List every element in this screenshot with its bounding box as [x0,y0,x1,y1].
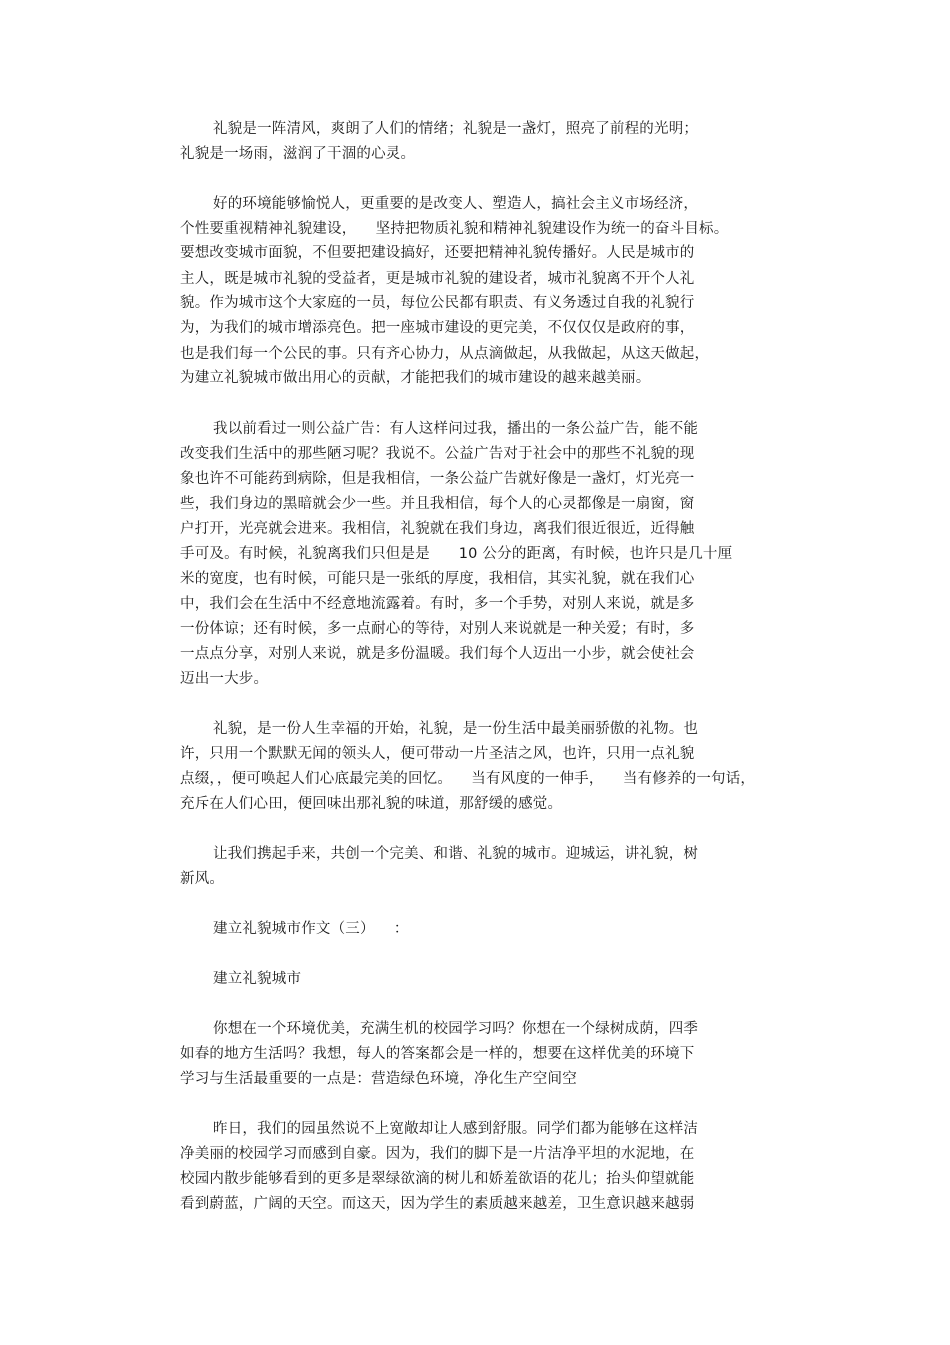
essay-title: 建立礼貌城市 [213,971,302,987]
text-line: 让我们携起手来，共创一个完美、和谐、礼貌的城市。迎城运，讲礼貌，树 [213,846,699,862]
text-line: 昨日，我们的园虽然说不上宽敞却让人感到舒服。同学们都为能够在这样洁 [213,1121,699,1137]
text-line: 净美丽的校园学习而感到自豪。因为，我们的脚下是一片洁净平坦的水泥地，在 [180,1146,695,1162]
text-line: 看到蔚蓝，广阔的天空。而这天，因为学生的素质越来越差，卫生意识越来越弱 [180,1196,695,1212]
text-line: 为，为我们的城市增添亮色。把一座城市建设的更完美，不仅仅仅是政府的事， [180,320,695,336]
text-line: 些，我们身边的黑暗就会少一些。并且我相信，每个人的心灵都像是一扇窗，窗 [180,496,695,512]
text-line: 为建立礼貌城市做出用心的贡献，才能把我们的城市建设的越来越美丽。 [180,370,651,386]
text-line: 貌。作为城市这个大家庭的一员，每位公民都有职责、有义务透过自我的礼貌行 [180,295,695,311]
text-line: 一点点分享，对别人来说，就是多份温暖。我们每个人迈出一小步，就会使社会 [180,646,695,662]
text-line: 中，我们会在生活中不经意地流露着。有时，多一个手势，对别人来说，就是多 [180,596,695,612]
text-line: 新风。 [180,871,225,887]
text-line: 象也许不可能药到病除，但是我相信，一条公益广告就好像是一盏灯，灯光亮一 [180,471,695,487]
section-heading: 建立礼貌城市作文（三） ： [213,921,409,937]
text-line: 一份体谅；还有时候，多一点耐心的等待，对别人来说就是一种关爱；有时，多 [180,621,695,637]
text-line: 我以前看过一则公益广告：有人这样问过我，播出的一条公益广告，能不能 [213,421,699,437]
text-line: 点缀，，便可唤起人们心底最完美的回忆。 当有风度的一伸手， 当有修养的一句话， [180,771,756,787]
text-line: 如春的地方生活吗？我想，每人的答案都会是一样的，想要在这样优美的环境下 [180,1046,695,1062]
text-line: 户打开，光亮就会进来。我相信，礼貌就在我们身边，离我们很近很近，近得触 [180,521,695,537]
text-line: 迈出一大步。 [180,671,269,687]
text-line: 校园内散步能够看到的更多是翠绿欲滴的树儿和娇羞欲语的花儿；抬头仰望就能 [180,1171,695,1187]
text-line: 许，只用一个默默无闻的领头人，便可带动一片圣洁之风，也许，只用一点礼貌 [180,746,695,762]
text-line: 改变我们生活中的那些陋习呢？我说不。公益广告对于社会中的那些不礼貌的现 [180,446,695,462]
text-line: 要想改变城市面貌，不但要把建设搞好，还要把精神礼貌传播好。人民是城市的 [180,245,695,261]
text-line: 米的宽度，也有时候，可能只是一张纸的厚度，我相信，其实礼貌，就在我们心 [180,571,695,587]
text-line: 礼貌，是一份人生幸福的开始，礼貌，是一份生活中最美丽骄傲的礼物。也 [213,721,699,737]
text-line: 好的环境能够愉悦人，更重要的是改变人、塑造人，搞社会主义市场经济， [213,196,699,212]
text-line: 个性要重视精神礼貌建设， 坚持把物质礼貌和精神礼貌建设作为统一的奋斗目标。 [180,221,729,237]
text-line: 礼貌是一场雨，滋润了干涸的心灵。 [180,146,416,162]
text-line: 礼貌是一阵清风，爽朗了人们的情绪；礼貌是一盏灯，照亮了前程的光明； [213,121,699,137]
text-line: 主人，既是城市礼貌的受益者，更是城市礼貌的建设者，城市礼貌离不开个人礼 [180,271,695,287]
text-line: 也是我们每一个公民的事。只有齐心协力，从点滴做起，从我做起，从这天做起， [180,346,710,362]
text-line: 手可及。有时候，礼貌离我们只但是是 10 公分的距离，有时候，也许只是几十厘 [180,546,733,562]
text-line: 充斥在人们心田，便回味出那礼貌的味道，那舒缓的感觉。 [180,796,563,812]
text-line: 学习与生活最重要的一点是：营造绿色环境，净化生产空间空 [180,1071,577,1087]
text-line: 你想在一个环境优美，充满生机的校园学习吗？你想在一个绿树成荫，四季 [213,1021,699,1037]
